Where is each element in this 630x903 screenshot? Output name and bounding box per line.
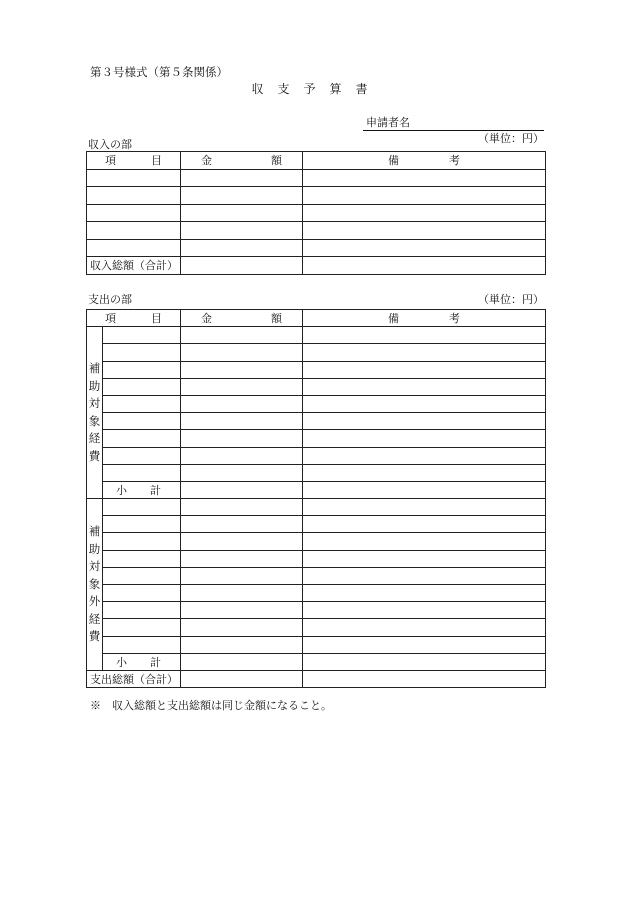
item-cell[interactable]: [103, 361, 181, 378]
item-cell[interactable]: [103, 344, 181, 361]
income-total-amount-cell[interactable]: [181, 257, 303, 275]
remarks-cell[interactable]: [303, 619, 546, 636]
item-cell[interactable]: [103, 636, 181, 653]
footnote: ※ 収入総額と支出総額は同じ金額になること。: [90, 699, 332, 712]
amount-cell[interactable]: [181, 636, 303, 653]
subsidized-subtotal-amount-cell[interactable]: [181, 481, 303, 498]
item-cell[interactable]: [103, 499, 181, 516]
income-row: [87, 187, 546, 205]
remarks-cell[interactable]: [303, 447, 546, 464]
non-subsidized-subtotal-row: [87, 653, 546, 670]
expense-row: [87, 550, 546, 567]
expense-row: [87, 344, 546, 361]
amount-cell[interactable]: [181, 378, 303, 395]
amount-cell[interactable]: [181, 464, 303, 481]
item-cell[interactable]: [103, 602, 181, 619]
amount-cell[interactable]: [181, 344, 303, 361]
expense-row: [87, 395, 546, 412]
amount-cell[interactable]: [181, 204, 303, 222]
amount-cell[interactable]: [181, 533, 303, 550]
remarks-cell[interactable]: [303, 413, 546, 430]
item-cell[interactable]: [103, 464, 181, 481]
amount-cell[interactable]: [181, 619, 303, 636]
expense-row: [87, 413, 546, 430]
remarks-cell[interactable]: [303, 567, 546, 584]
document-title: 収 支 予 算 書: [251, 82, 369, 96]
income-row: [87, 239, 546, 257]
income-total-remarks-cell[interactable]: [303, 257, 546, 275]
remarks-cell[interactable]: [303, 378, 546, 395]
expense-row: [87, 378, 546, 395]
remarks-cell[interactable]: [303, 327, 546, 344]
amount-cell[interactable]: [181, 413, 303, 430]
non-subsidized-expense-group-label: 補 助 対 象 外 経 費: [87, 499, 103, 671]
amount-cell[interactable]: [181, 239, 303, 257]
income-total-label: 収入総額（合計）: [87, 257, 181, 275]
income-table: [86, 151, 546, 275]
expense-total-amount-cell[interactable]: [181, 670, 303, 687]
expense-row: [87, 636, 546, 653]
item-cell[interactable]: [103, 533, 181, 550]
expense-row: [87, 567, 546, 584]
income-remarks-header: 備 考: [303, 152, 546, 170]
expense-item-header: 項 目: [87, 310, 181, 327]
amount-cell[interactable]: [181, 169, 303, 187]
expense-table: [86, 309, 546, 688]
expense-row: [87, 327, 546, 344]
item-cell[interactable]: [87, 239, 181, 257]
item-cell[interactable]: [103, 585, 181, 602]
expense-row: [87, 430, 546, 447]
expense-total-label: 支出総額（合計）: [87, 670, 181, 687]
remarks-cell[interactable]: [303, 361, 546, 378]
income-row: [87, 169, 546, 187]
item-cell[interactable]: [103, 550, 181, 567]
remarks-cell[interactable]: [303, 533, 546, 550]
item-cell[interactable]: [87, 187, 181, 205]
income-amount-header: 金 額: [181, 152, 303, 170]
amount-cell[interactable]: [181, 187, 303, 205]
item-cell[interactable]: [103, 447, 181, 464]
item-cell[interactable]: [87, 169, 181, 187]
remarks-cell[interactable]: [303, 187, 546, 205]
item-cell[interactable]: [103, 567, 181, 584]
remarks-cell[interactable]: [303, 169, 546, 187]
remarks-cell[interactable]: [303, 516, 546, 533]
income-row: [87, 204, 546, 222]
applicant-name-label: 申請者名: [366, 116, 410, 129]
expense-row: [87, 361, 546, 378]
subsidized-expense-group-label: 補 助 対 象 経 費: [87, 327, 103, 499]
remarks-cell[interactable]: [303, 430, 546, 447]
item-cell[interactable]: [103, 619, 181, 636]
expense-row: [87, 585, 546, 602]
remarks-cell[interactable]: [303, 204, 546, 222]
remarks-cell[interactable]: [303, 636, 546, 653]
amount-cell[interactable]: [181, 602, 303, 619]
expense-section-label: 支出の部: [88, 293, 132, 306]
expense-total-remarks-cell[interactable]: [303, 670, 546, 687]
expense-row: [87, 447, 546, 464]
non-subsidized-subtotal-remarks-cell[interactable]: [303, 653, 546, 670]
amount-cell[interactable]: [181, 395, 303, 412]
expense-remarks-header: 備 考: [303, 310, 546, 327]
income-unit-label: （単位：円）: [478, 132, 544, 145]
expense-row: [87, 602, 546, 619]
remarks-cell[interactable]: [303, 464, 546, 481]
income-item-header: 項 目: [87, 152, 181, 170]
amount-cell[interactable]: [181, 567, 303, 584]
remarks-cell[interactable]: [303, 239, 546, 257]
income-row: [87, 222, 546, 240]
remarks-cell[interactable]: [303, 395, 546, 412]
expense-row: [87, 533, 546, 550]
amount-cell[interactable]: [181, 499, 303, 516]
expense-total-row: [87, 670, 546, 687]
amount-cell[interactable]: [181, 550, 303, 567]
item-cell[interactable]: [103, 516, 181, 533]
expense-row: [87, 499, 546, 516]
item-cell[interactable]: [87, 222, 181, 240]
expense-amount-header: 金 額: [181, 310, 303, 327]
non-subsidized-subtotal-label: 小 計: [103, 653, 181, 670]
remarks-cell[interactable]: [303, 344, 546, 361]
remarks-cell[interactable]: [303, 585, 546, 602]
amount-cell[interactable]: [181, 585, 303, 602]
amount-cell[interactable]: [181, 361, 303, 378]
income-section-label: 収入の部: [88, 138, 132, 151]
expense-row: [87, 619, 546, 636]
item-cell[interactable]: [103, 378, 181, 395]
expense-row: [87, 516, 546, 533]
subsidized-subtotal-row: [87, 481, 546, 498]
item-cell[interactable]: [87, 204, 181, 222]
remarks-cell[interactable]: [303, 550, 546, 567]
item-cell[interactable]: [103, 327, 181, 344]
subsidized-subtotal-remarks-cell[interactable]: [303, 481, 546, 498]
item-cell[interactable]: [103, 395, 181, 412]
form-number: 第３号様式（第５条関係）: [90, 65, 228, 79]
remarks-cell[interactable]: [303, 602, 546, 619]
subsidized-subtotal-label: 小 計: [103, 481, 181, 498]
amount-cell[interactable]: [181, 447, 303, 464]
item-cell[interactable]: [103, 430, 181, 447]
amount-cell[interactable]: [181, 222, 303, 240]
income-header-row: [87, 152, 546, 170]
expense-header-row: [87, 310, 546, 327]
income-total-row: [87, 257, 546, 275]
remarks-cell[interactable]: [303, 499, 546, 516]
item-cell[interactable]: [103, 413, 181, 430]
expense-unit-label: （単位：円）: [478, 293, 544, 306]
amount-cell[interactable]: [181, 327, 303, 344]
expense-row: [87, 464, 546, 481]
remarks-cell[interactable]: [303, 222, 546, 240]
amount-cell[interactable]: [181, 430, 303, 447]
amount-cell[interactable]: [181, 516, 303, 533]
non-subsidized-subtotal-amount-cell[interactable]: [181, 653, 303, 670]
